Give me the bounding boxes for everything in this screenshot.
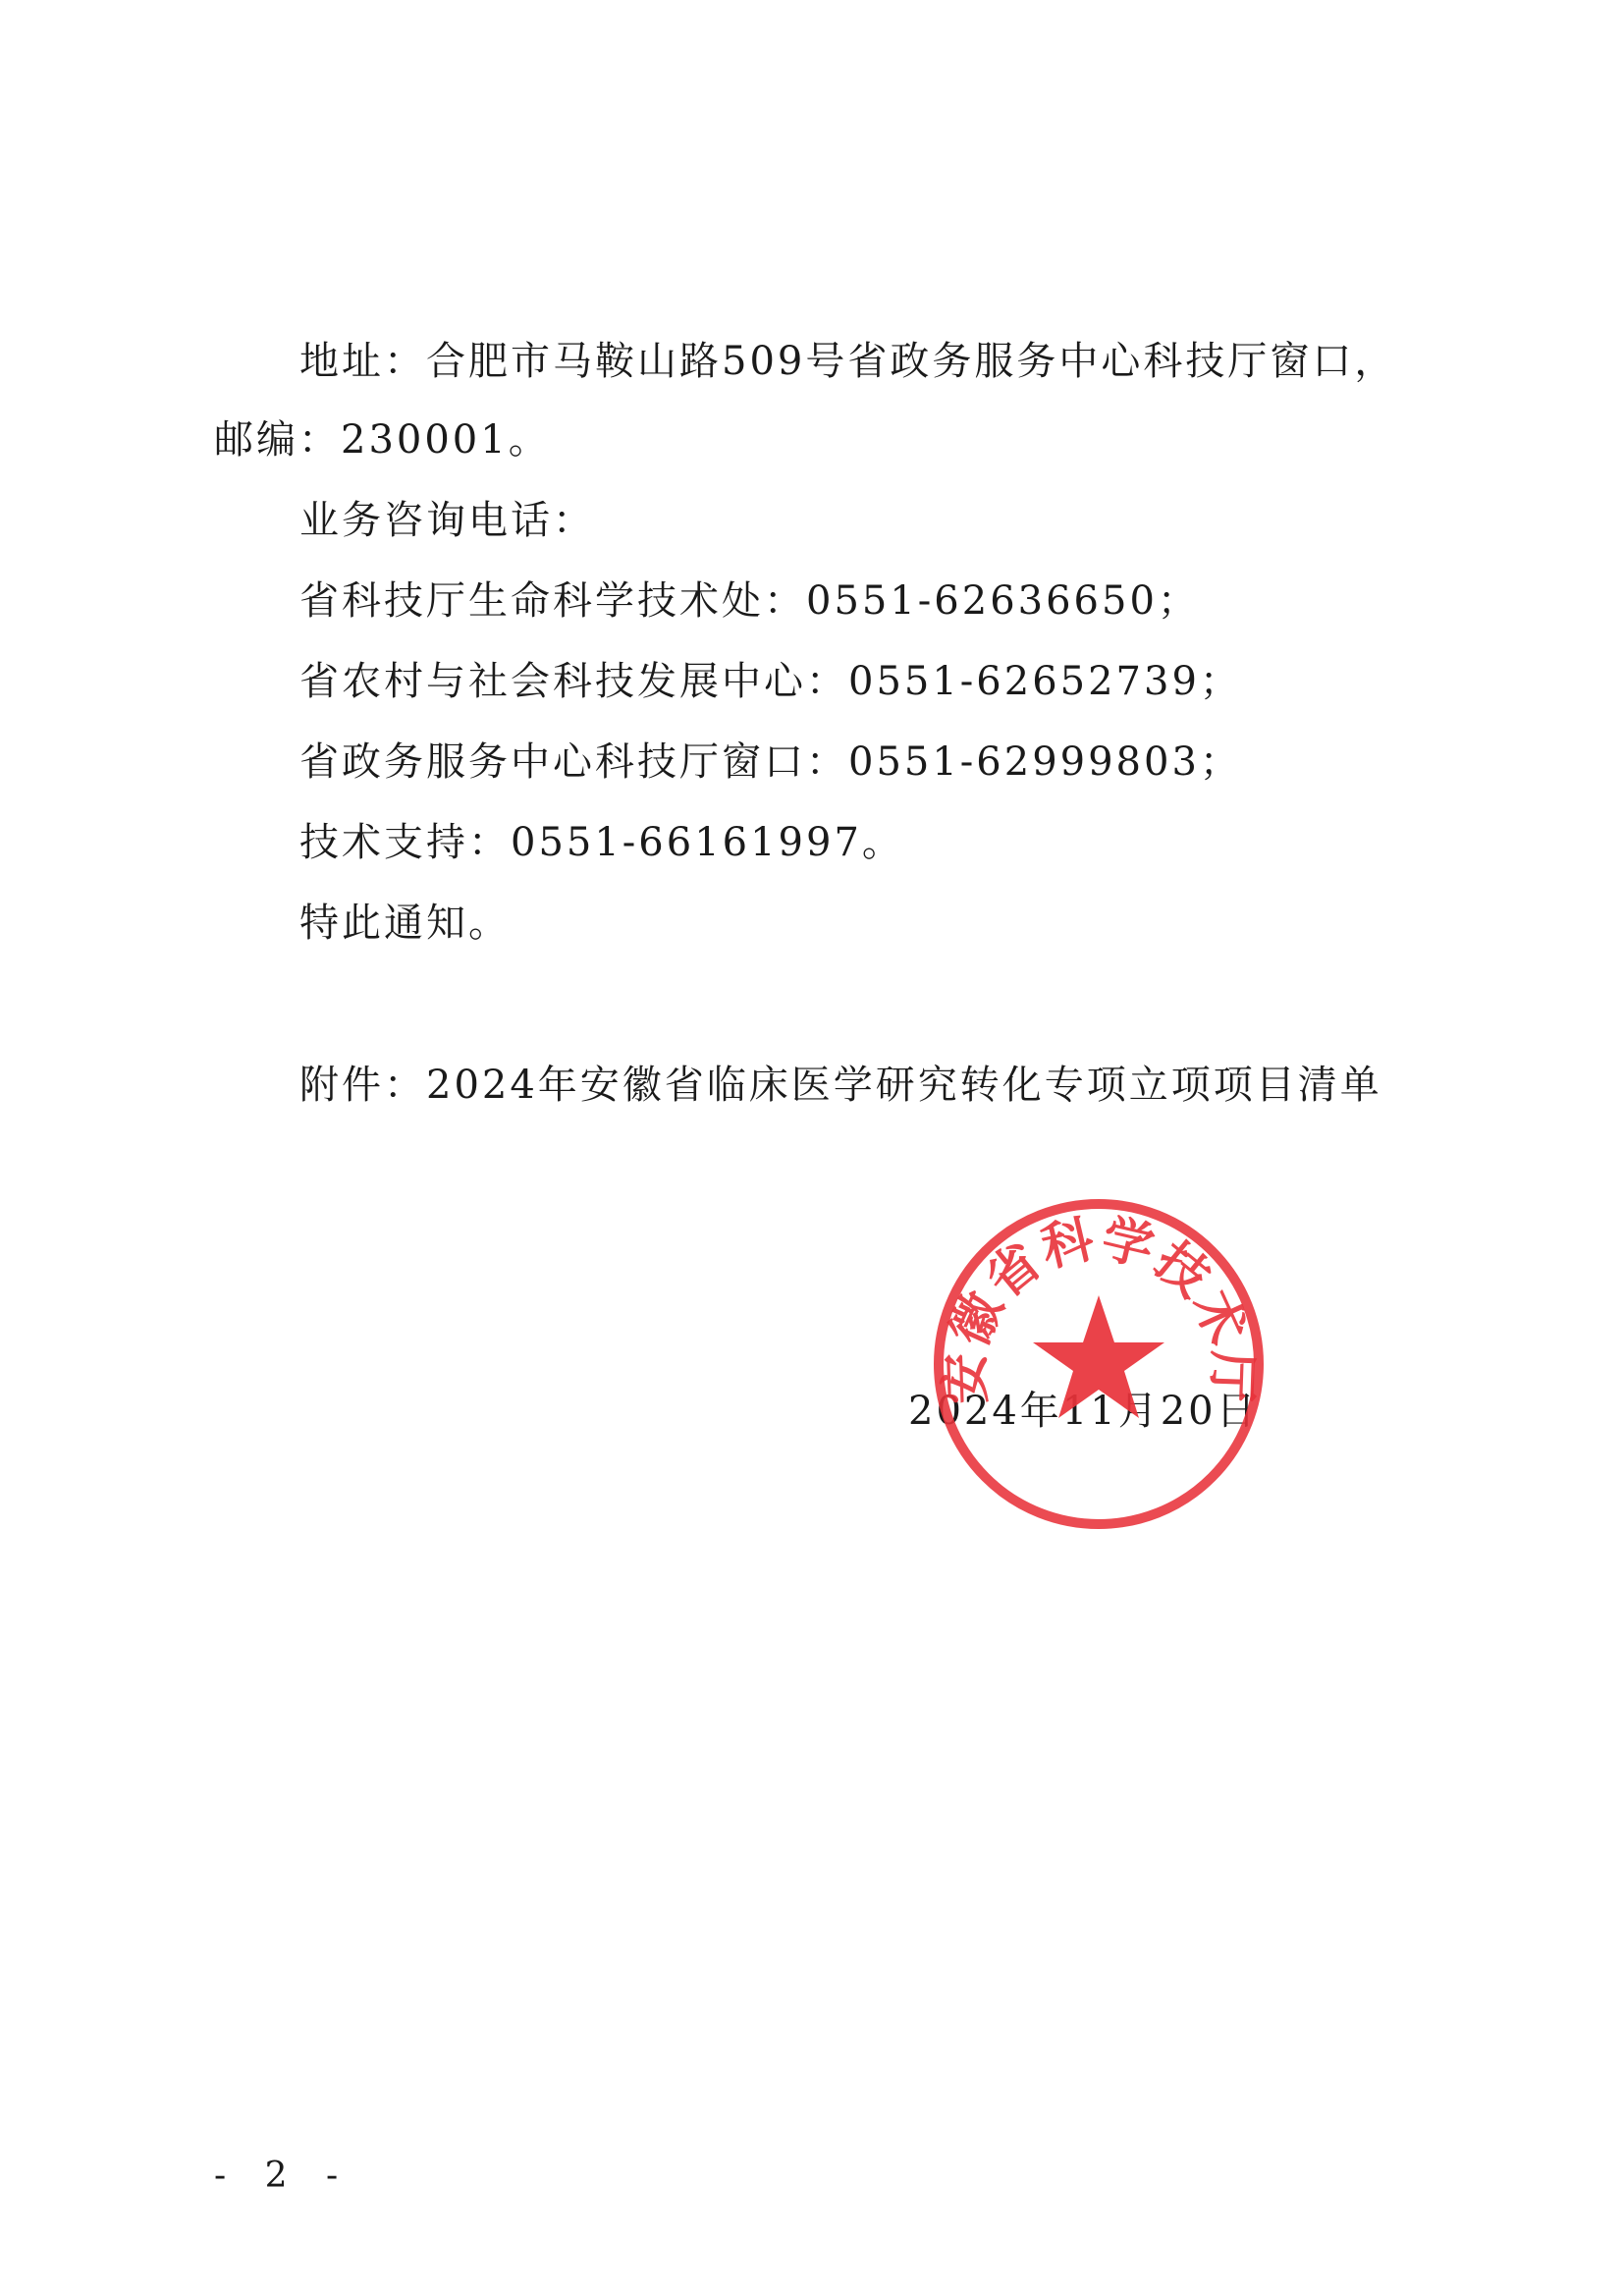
- attachment-line: 附件：2024年安徽省临床医学研究转化专项立项项目清单: [299, 1063, 1382, 1108]
- postcode-line: 邮编：230001。: [214, 417, 551, 463]
- phone-rural-center: 省农村与社会科技发展中心：0551-62652739；: [299, 659, 1242, 704]
- phone-heading: 业务咨询电话：: [299, 498, 595, 543]
- seal-text: 安徽省科学技术厅: [936, 1209, 1262, 1405]
- seal-star-icon: [1033, 1295, 1164, 1418]
- closing-notice: 特此通知。: [299, 901, 511, 946]
- phone-tech-support: 技术支持：0551-66161997。: [299, 820, 904, 865]
- issue-date: 2024年11月20日: [908, 1389, 1259, 1434]
- phone-service-window: 省政务服务中心科技厅窗口：0551-62999803；: [299, 739, 1242, 785]
- address-line: 地址：合肥市马鞍山路509号省政务服务中心科技厅窗口，: [299, 339, 1397, 384]
- phone-life-science: 省科技厅生命科学技术处：0551-62636650；: [299, 578, 1200, 624]
- official-seal: [931, 1196, 1267, 1532]
- page-number: - 2 -: [214, 2156, 352, 2196]
